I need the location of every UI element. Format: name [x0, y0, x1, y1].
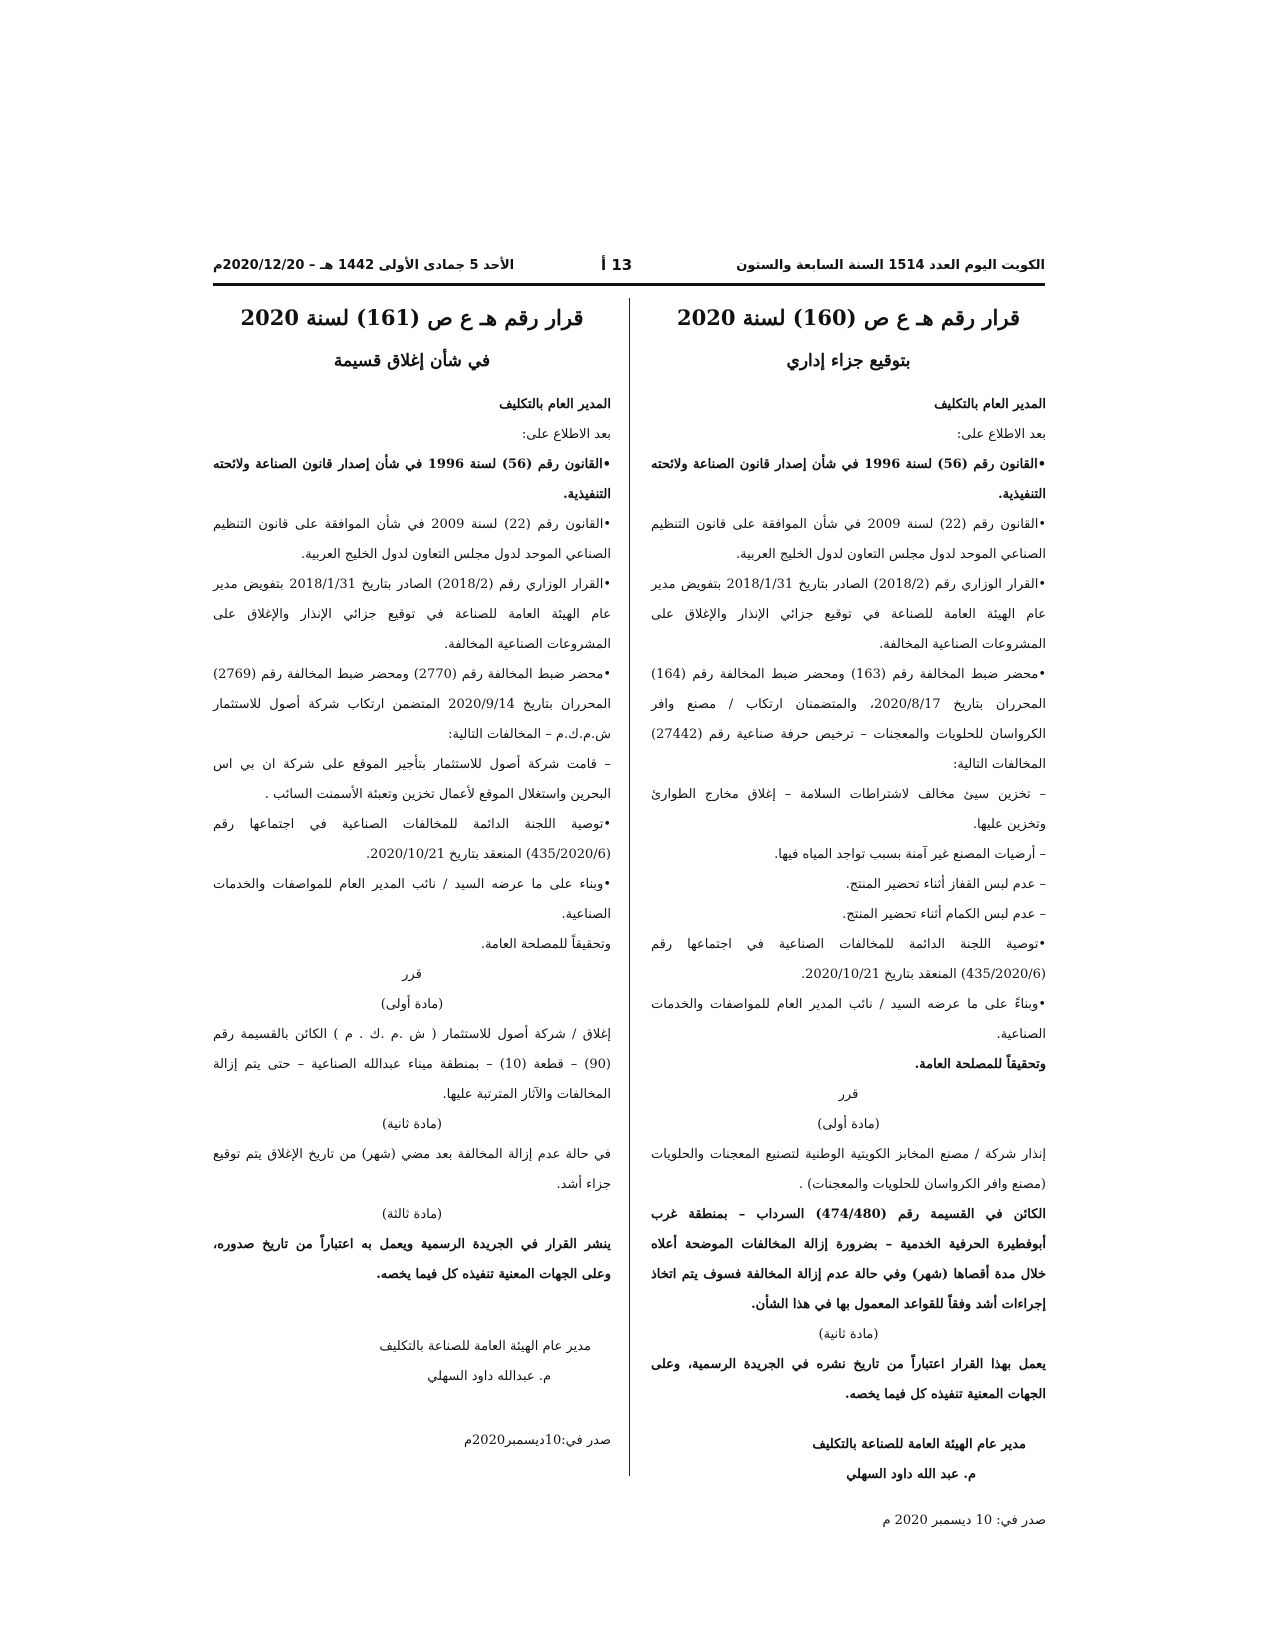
signatory-title: مدير عام الهيئة العامة للصناعة بالتكليف — [812, 1437, 1026, 1452]
decree-title: قرار رقم هـ ع ص (160) لسنة 2020 — [677, 305, 1020, 330]
decree-161-column — [213, 300, 611, 1456]
page-header — [213, 252, 1045, 280]
violation-item: – قامت شركة أصول للاستثمار بتأجير الموقع على شركة ان بي اس البحرين واستغلال الموقع لأعمال تخزين وتعبئة الأسمنت السائب . — [213, 757, 611, 802]
decree-160-column — [651, 300, 1046, 1536]
reference-item: •القانون رقم (22) لسنة 2009 في شأن الموافقة على قانون التنظيم الصناعي الموحد لدول مجلس التعاون لدول الخليج العربية. — [651, 517, 1046, 562]
decree-subtitle: بتوقيع جزاء إداري — [786, 351, 911, 371]
violation-item: – أرضيات المصنع غير آمنة بسبب تواجد المياه فيها. — [774, 847, 1046, 862]
article-text: في حالة عدم إزالة المخالفة بعد مضي (شهر) من تاريخ الإغلاق يتم توقيع جزاء أشد. — [213, 1147, 611, 1192]
reference-item: •توصية اللجنة الدائمة للمخالفات الصناعية في اجتماعها رقم (435/2020/6) المنعقد بتاريخ 2020/10/21. — [213, 817, 611, 862]
signatory-name: م. عبد الله داود السهلي — [846, 1467, 976, 1482]
article-heading: (مادة أولى) — [817, 1117, 880, 1132]
reference-item: •القانون رقم (56) لسنة 1996 في شأن إصدار قانون الصناعة ولائحته التنفيذية. — [651, 457, 1046, 502]
header-rule — [213, 283, 1045, 286]
decree-subtitle: في شأن إغلاق قسيمة — [333, 351, 491, 371]
signatory-title: مدير عام الهيئة العامة للصناعة بالتكليف — [379, 1339, 591, 1354]
violation-item: – تخزين سيئ مخالف لاشتراطات السلامة – إغلاق مخارج الطوارئ وتخزين عليها. — [651, 787, 1046, 832]
article-heading: (مادة ثانية) — [382, 1117, 442, 1132]
article-heading: (مادة ثالثة) — [381, 1207, 443, 1222]
preamble: بعد الاطلاع على: — [956, 427, 1046, 442]
article-text: يعمل بهذا القرار اعتباراً من تاريخ نشره في الجريدة الرسمية، وعلى الجهات المعنية تنفيذه كل فيما يخصه. — [651, 1357, 1046, 1402]
issuer: المدير العام بالتكليف — [499, 397, 611, 412]
public-interest-line: وتحقيقاً للمصلحة العامة. — [480, 937, 611, 952]
preamble: بعد الاطلاع على: — [521, 427, 611, 442]
issue-date-line: صدر في:10ديسمبر2020م — [463, 1433, 611, 1448]
reference-item: •محضر ضبط المخالفة رقم (163) ومحضر ضبط المخالفة رقم (164) المحرران بتاريخ 2020/8/17، والمتضمنان ارتكاب / مصنع وافر الكرواسان للحلويات والمعجنات – ترخيص حرفة صناعية رقم (27442) المخالفات التالية: — [651, 667, 1046, 772]
violation-item: – عدم لبس الكمام أثناء تحضير المنتج. — [842, 907, 1046, 922]
issuer: المدير العام بالتكليف — [934, 397, 1046, 412]
issue-date: الأحد 5 جمادى الأولى 1442 هـ – 2020/12/20م — [213, 258, 515, 273]
reference-item: •محضر ضبط المخالفة رقم (2770) ومحضر ضبط المخالفة رقم (2769) المحرران بتاريخ 2020/9/14 المتضمن ارتكاب شركة أصول للاستثمار ش.م.ك.م – المخالفات التالية: — [213, 667, 611, 742]
decision-heading: قرر — [838, 1087, 859, 1102]
article-text: ينشر القرار في الجريدة الرسمية ويعمل به اعتباراً من تاريخ صدوره، وعلى الجهات المعنية تنفيذه كل فيما يخصه. — [213, 1237, 611, 1282]
reference-item: •وبناءً على ما عرضه السيد / نائب المدير العام للمواصفات والخدمات الصناعية. — [651, 997, 1046, 1042]
article-heading: (مادة ثانية) — [818, 1327, 879, 1342]
public-interest-line: وتحقيقاً للمصلحة العامة. — [914, 1057, 1046, 1072]
reference-item: •توصية اللجنة الدائمة للمخالفات الصناعية في اجتماعها رقم (435/2020/6) المنعقد بتاريخ 2020/10/21. — [651, 937, 1046, 982]
page-number: 13 أ — [601, 256, 633, 274]
reference-item: •القرار الوزاري رقم (2018/2) الصادر بتاريخ 2018/1/31 بتفويض مدير عام الهيئة العامة للصناعة في توقيع جزائي الإنذار والإغلاق على المشروعات الصناعية المخالفة. — [213, 577, 611, 652]
article-heading: (مادة أولى) — [380, 997, 444, 1012]
decision-heading: قرر — [402, 967, 422, 982]
signatory-name: م. عبدالله داود السهلي — [427, 1369, 551, 1384]
column-divider — [629, 298, 630, 1476]
issue-date-line: صدر في: 10 ديسمبر 2020 م — [882, 1513, 1046, 1528]
gazette-issue-info: الكويت اليوم العدد 1514 السنة السابعة والستون — [736, 258, 1045, 273]
reference-item: •وبناء على ما عرضه السيد / نائب المدير العام للمواصفات والخدمات الصناعية. — [213, 877, 611, 922]
article-text: إغلاق / شركة أصول للاستثمار ( ش .م .ك . م ) الكائن بالقسيمة رقم (90) – قطعة (10) – بمنطقة ميناء عبدالله الصناعية – حتى يتم إزالة المخالفات والآثار المترتبة عليها. — [213, 1027, 611, 1102]
reference-item: •القانون رقم (56) لسنة 1996 في شأن إصدار قانون الصناعة ولائحته التنفيذية. — [213, 457, 611, 502]
reference-item: •القانون رقم (22) لسنة 2009 في شأن الموافقة على قانون التنظيم الصناعي الموحد لدول مجلس التعاون لدول الخليج العربية. — [213, 517, 611, 562]
decree-title: قرار رقم هـ ع ص (161) لسنة 2020 — [240, 305, 584, 330]
violation-item: – عدم لبس القفاز أثناء تحضير المنتج. — [845, 877, 1046, 892]
reference-item: •القرار الوزاري رقم (2018/2) الصادر بتاريخ 2018/1/31 بتفويض مدير عام الهيئة العامة للصناعة في توقيع جزائي الإنذار والإغلاق على المشروعات الصناعية المخالفة. — [651, 577, 1046, 652]
article-text: إنذار شركة / مصنع المخابز الكويتية الوطنية لتصنيع المعجنات والحلويات (مصنع وافر الكرواسان للحلويات والمعجنات) . — [651, 1147, 1046, 1192]
article-text: الكائن في القسيمة رقم (474/480) السرداب – بمنطقة غرب أبوفطيرة الحرفية الخدمية – بضرورة إزالة المخالفات الموضحة أعلاه خلال مدة أقصاها (شهر) وفي حالة عدم إزالة المخالفة فسوف يتم اتخاذ إجراءات أشد وفقاً للقواعد المعمول بها في هذا الشأن. — [651, 1207, 1046, 1312]
